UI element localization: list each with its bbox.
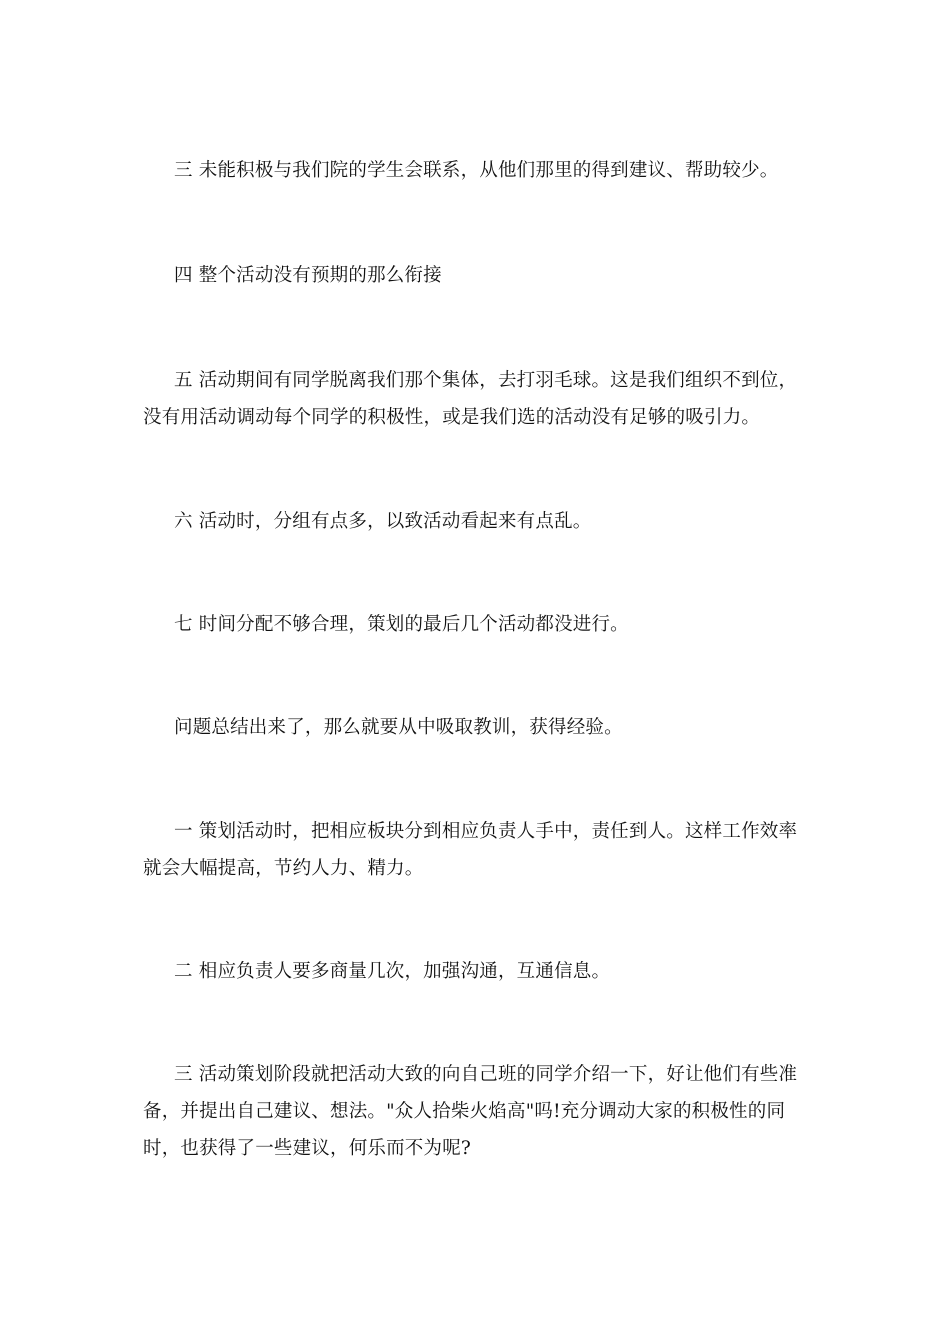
paragraph-problem-7: 七 时间分配不够合理，策划的最后几个活动都没进行。: [174, 614, 629, 635]
paragraph-lesson-2: 二 相应负责人要多商量几次，加强沟通，互通信息。: [174, 961, 611, 982]
paragraph-problem-3: 三 未能积极与我们院的学生会联系，从他们那里的得到建议、帮助较少。: [174, 160, 779, 181]
paragraph-lesson-3: 三 活动策划阶段就把活动大致的向自己班的同学介绍一下，好让他们有些准备，并提出自己建议、想法。"众人拾柴火焰高"吗!充分调动大家的积极性的同时，也获得了一些建议，何乐而不为呢?: [143, 1064, 798, 1159]
paragraph-summary-intro: 问题总结出来了，那么就要从中吸取教训，获得经验。: [174, 717, 623, 738]
paragraph-problem-6: 六 活动时，分组有点多，以致活动看起来有点乱。: [174, 511, 592, 532]
paragraph-lesson-1: 一 策划活动时，把相应板块分到相应负责人手中，责任到人。这样工作效率就会大幅提高，节约人力、精力。: [143, 821, 798, 879]
paragraph-problem-5: 五 活动期间有同学脱离我们那个集体，去打羽毛球。这是我们组织不到位，没有用活动调动每个同学的积极性，或是我们选的活动没有足够的吸引力。: [143, 370, 798, 428]
paragraph-problem-4: 四 整个活动没有预期的那么衔接: [174, 265, 442, 286]
